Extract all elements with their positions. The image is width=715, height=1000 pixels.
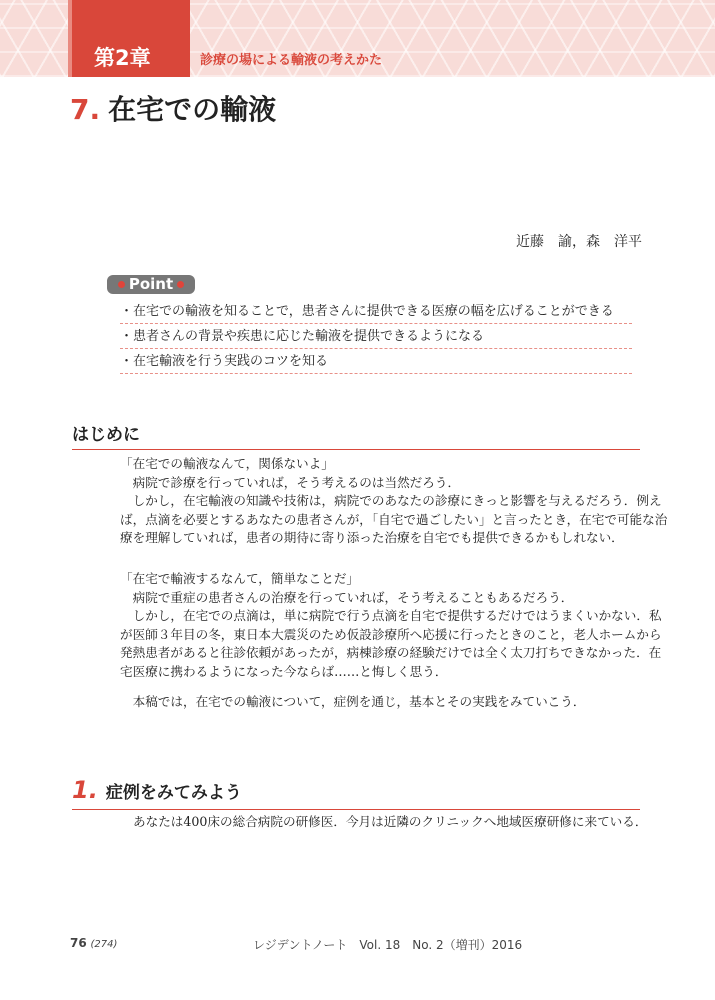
paragraph-line: 病院で重症の患者さんの治療を行っていれば，そう考えることもあるだろう． (120, 589, 574, 605)
chapter-title: 診療の場による輸液の考えかた (200, 53, 383, 68)
point-item: ・在宅での輸液を知ることで，患者さんに提供できる医療の幅を広げることができる (120, 300, 632, 324)
chapter-label: 第2章 (94, 46, 151, 70)
point-item: ・在宅輸液を行う実践のコツを知る (120, 350, 632, 374)
section-number: 1. (72, 776, 98, 804)
paragraph-line: 本稿では，在宅での輸液について，症例を通じ，基本とその実践をみていこう． (120, 693, 586, 709)
point-list (120, 300, 632, 375)
dot-icon (177, 281, 184, 288)
dot-icon (118, 281, 125, 288)
section1-body (133, 813, 663, 832)
paragraph-line: ば，点滴を必要とするあなたの患者さんが，「自宅で過ごしたい」と言ったとき，在宅で可能な治 (120, 511, 668, 527)
page-number: 76 (274) (70, 936, 118, 950)
point-item: ・患者さんの背景や疾患に応じた輸液を提供できるようになる (120, 325, 632, 349)
section-heading-intro: はじめに (72, 420, 640, 450)
title-text: 在宅での輸液 (108, 93, 277, 126)
point-badge: Point (107, 275, 195, 294)
intro-body (120, 455, 668, 711)
quote: 「在宅で輸液するなんて，簡単なことだ」 (120, 570, 360, 586)
page-title (70, 88, 276, 128)
journal-info: レジデントノート Vol. 18 No. 2（増刊）2016 (253, 938, 523, 952)
paragraph-line: 発熱患者があると往診依頼があったが，病棟診療の経験だけでは全く太刀打ちできなかった．在 (120, 645, 662, 661)
paragraph-line: 宅医療に携わるようになった今ならば……と悔しく思う． (120, 663, 448, 679)
paragraph-line: 療を理解していれば，患者の期待に寄り添った治療を自宅でも提供できるかもしれない． (120, 530, 624, 546)
paragraph-line: 病院で診療を行っていれば，そう考えるのは当然だろう． (120, 474, 461, 490)
paragraph-line: しかし，在宅での点滴は，単に病院で行う点滴を自宅で提供するだけではうまくいかない．私 (120, 608, 662, 624)
paragraph-line: が医師３年目の冬，東日本大震災のため仮設診療所へ応援に行ったときのこと，老人ホームから (120, 626, 662, 642)
chapter-tab (68, 0, 190, 77)
title-number: 7. (70, 93, 101, 126)
authors: 近藤 諭，森 洋平 (516, 234, 642, 250)
paragraph-line: しかし，在宅輸液の知識や技術は，病院でのあなたの診療にきっと影響を与えるだろう．例え (120, 493, 662, 509)
paragraph-line: あなたは400床の総合病院の研修医．今月は近隣のクリニックへ地域医療研修に来ている． (133, 814, 648, 829)
section-heading-1: 1. 症例をみてみよう (72, 776, 640, 810)
quote: 「在宅での輸液なんて，関係ないよ」 (120, 456, 334, 471)
